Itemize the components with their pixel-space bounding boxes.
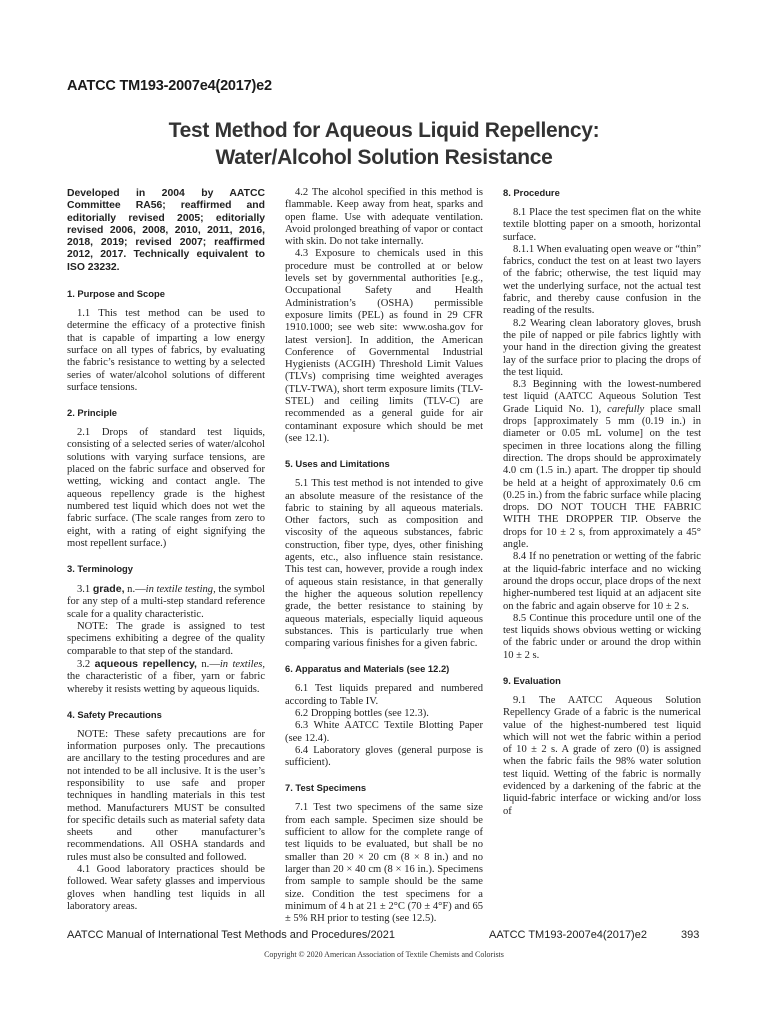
paragraph-4-1: 4.1 Good laboratory practices should be followed. Wear safety glasses and impervious gloves when handling test liquids in all laboratory areas. [67,864,265,912]
section-heading-principle: 2. Principle [67,407,118,419]
term-grade: grade, [92,583,125,596]
section-heading-terminology: 3. Terminology [67,563,133,575]
paragraph-8-4: 8.4 If no penetration or wetting of the fabric at the liquid-fabric interface and no wicking around the drops occur, place drops of the next higher-numbered test liquid at an adjacent site on the fabric and again observe for 10 ± 2 s. [503,551,701,612]
document-id-header: AATCC TM193-2007e4(2017)e2 [67,78,272,94]
section-heading-evaluation: 9. Evaluation [503,674,561,686]
page-title [67,117,701,171]
term-aqueous-repellency: aqueous repellency, [94,657,197,670]
paragraph-4-2: 4.2 The alcohol specified in this method is flammable. Keep away from heat, sparks and open flame. Use with adequate ventilation. Avoid prolonged breathing of vapor or contact with skin. Do not take internally. [285,187,483,248]
copyright-notice: Copyright © 2020 American Association of Textile Chemists and Colorists [264,950,504,959]
note-safety: NOTE: These safety precautions are for information purposes only. The precautions are ancillary to the testing procedures and are not intended to be all inclusive. It is the user’s responsibility to use safe and proper techniques in handling materials in this test method. Manufacturers MUST be consulted for specific details such as material safety data sheets and other manufacturer’s recommendations. All OSHA standards and rules must also be consulted and followed. [67,728,265,863]
note-3-1: NOTE: The grade is assigned to test specimens exhibiting a degree of the quality comparable to that step of the standard. [67,621,265,657]
development-note: Developed in 2004 by AATCC Committee RA56; reaffirmed and editorially revised 2005; editorially revised 2006, 2008, 2010, 2011, 2016, 2018, 2019; revised 2007; reaffirmed 2012, 2017. Technically equivalent to ISO 23232. [67,188,265,273]
paragraph-3-1: 3.1 grade, n.—in textile testing, the symbol for any step of a multi-step standard reference scale for a quality characteristic. [67,583,265,620]
paragraph-8-3: 8.3 Beginning with the lowest-numbered test liquid (AATCC Aqueous Solution Test Grade Liquid No. 1), carefully place small drops [approximately 5 mm (0.19 in.) in diameter or 0.05 mL volume] on the test specimen in three locations along the filling direction. The drops should be approximately 4.0 cm (1.5 in.) apart. The dropper tip should be held at a height of approximately 0.6 cm (0.25 in.) from the fabric surface while placing drops. DO NOT TOUCH THE FABRIC WITH THE DROPPER TIP. Observe the drops for 10 ± 2 s, from approximately a 45° angle. [503,379,701,551]
section-heading-safety: 4. Safety Precautions [67,708,162,720]
paragraph-9-1: 9.1 The AATCC Aqueous Solution Repellency Grade of a fabric is the numerical value of the highest-numbered test liquid which will not wet the fabric within a period of 10 ± 2 s. A grade of zero (0) is assigned when the fabric fails the 98% water solution test liquid. Wetting of the fabric is normally evidenced by a darkening of the fabric at the liquid-fabric interface or wicking and/or loss of [503,694,701,817]
page-number: 393 [681,929,700,941]
section-heading-apparatus: 6. Apparatus and Materials (see 12.2) [285,663,450,675]
paragraph-8-2: 8.2 Wearing clean laboratory gloves, brush the pile of napped or pile fabrics lightly with your hand in the direction giving the greatest lay of the surface prior to placing the drops of the test liquid. [503,317,701,378]
paragraph-5-1: 5.1 This test method is not intended to give an absolute measure of the resistance of the fabric to staining by all aqueous materials. Other factors, such as composition and viscosity of the aqueous substances, fabric construction, fiber type, dyes, other finishing agents, etc., also influence stain resistance. This test can, however, provide a rough index of aqueous stain resistance, in that generally the higher the aqueous solution repellency grade, the better resistance to staining by aqueous materials, especially liquid aqueous substances. This is particularly true when comparing various finishes for a given fabric. [285,478,483,650]
section-heading-uses: 5. Uses and Limitations [285,458,390,470]
footer-doc-id: AATCC TM193-2007e4(2017)e2 [489,929,647,941]
section-heading-specimens: 7. Test Specimens [285,782,367,794]
title-line-2: Water/Alcohol Solution Resistance [215,146,553,169]
paragraph-4-3: 4.3 Exposure to chemicals used in this procedure must be controlled at or below levels set by governmental authorities [e.g., Occupational Safety and Health Administration’s (OSHA) permissible exposure limits (PEL) as found in 29 CFR 1910.1000; see web site: www.osha.gov for latest version]. In addition, the American Conference of Governmental Industrial Hygienists (ACGIH) Threshold Limit Values (TLVs) comprising time weighted averages (TLV-TWA), short term exposure limits (TLV-STEL) and ceiling limits (TLV-C) are recommended as a general guide for air contaminant exposure which should be met (see 12.1). [285,248,483,444]
paragraph-6-1: 6.1 Test liquids prepared and numbered according to Table IV. [285,683,483,707]
section-heading-purpose: 1. Purpose and Scope [67,288,165,300]
column-1 [67,188,265,913]
paragraph-2-1: 2.1 Drops of standard test liquids, consisting of a selected series of water/alcohol solutions with varying surface tensions, are placed on the fabric surface and observed for wetting, wicking and contact angle. The aqueous repellency grade is the highest numbered test liquid which does not wet the fabric surface. (The scale ranges from zero to eight, with a rating of eight signifying the most repellent surface.) [67,427,265,549]
section-heading-procedure: 8. Procedure [503,187,560,198]
paragraph-8-1: 8.1 Place the test specimen flat on the white textile blotting paper on a smooth, horizontal surface. [503,207,701,243]
paragraph-3-2: 3.2 aqueous repellency, n.—in textiles, the characteristic of a fiber, yarn or fabric whereby it resists wetting by aqueous liquids. [67,657,265,695]
paragraph-8-5: 8.5 Continue this procedure until one of the test liquids shows obvious wetting or wicking of the fabric under or around the drop within 10 ± 2 s. [503,612,701,661]
paragraph-7-1: 7.1 Test two specimens of the same size from each sample. Specimen size should be sufficient to allow for the complete range of test liquids to be evaluated, but shall be no smaller than 20 × 20 cm (8 × 8 in.) and no larger than 20 × 40 cm (8 × 16 in.). Specimens from sample to sample should be the same size. Condition the test specimens for a minimum of 4 h at 21 ± 2°C (70 ± 4°F) and 65 ± 5% RH prior to testing (see 12.5). [285,802,483,925]
footer-manual-title: AATCC Manual of International Test Methods and Procedures/2021 [67,929,395,941]
column-2 [285,187,483,925]
paragraph-6-3: 6.3 White AATCC Textile Blotting Paper (see 12.4). [285,720,483,744]
paragraph-6-2: 6.2 Dropping bottles (see 12.3). [295,707,429,719]
paragraph-8-1-1: 8.1.1 When evaluating open weave or “thin” fabrics, conduct the test on at least two layers of the fabric; otherwise, the test liquid may wet the underlying surface, not the actual test fabric, and thereby cause confusion in the reading of the results. [503,243,701,317]
title-line-1: Test Method for Aqueous Liquid Repellency: [168,119,600,142]
column-3 [503,187,701,818]
paragraph-1-1: 1.1 This test method can be used to determine the efficacy of a protective finish that is capable of imparting a low energy surface on all types of fabrics, by evaluating the fabric’s resistance to wetting by a selected series of water/alcohol solutions of different surface tensions. [67,308,265,393]
paragraph-6-4: 6.4 Laboratory gloves (general purpose is sufficient). [285,744,483,769]
